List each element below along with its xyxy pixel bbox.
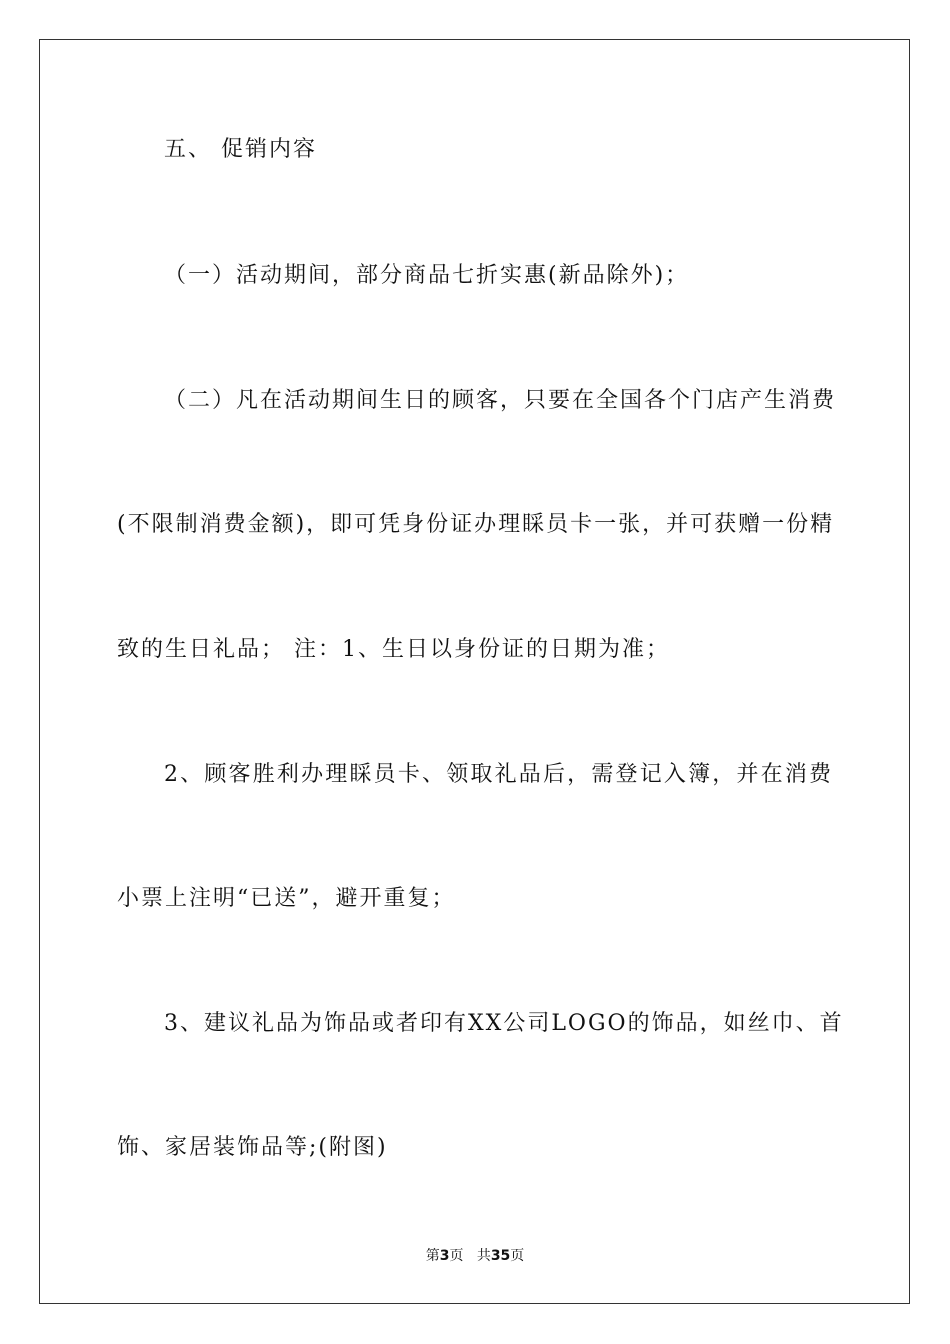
paragraph-line: （二）凡在活动期间生日的顾客，只要在全国各个门店产生消费 — [164, 388, 837, 413]
paragraph-line: 3、建议礼品为饰品或者印有XX公司LOGO的饰品，如丝巾、首 — [164, 1011, 844, 1036]
footer-total-prefix: 共 — [476, 1248, 491, 1264]
paragraph-line: （一）活动期间，部分商品七折实惠(新品除外)； — [164, 263, 690, 288]
footer-total-suffix: 页 — [510, 1248, 525, 1264]
footer-page-suffix: 页 — [449, 1248, 464, 1264]
section-heading: 五、 促销内容 — [164, 137, 317, 162]
footer-total-pages: 35 — [490, 1248, 511, 1264]
paragraph-line: 小票上注明“已送”，避开重复； — [117, 886, 456, 911]
paragraph-line: 致的生日礼品； 注：1、生日以身份证的日期为准； — [117, 637, 670, 662]
paragraph-line: 2、顾客胜利办理睬员卡、领取礼品后，需登记入簿，并在消费 — [164, 762, 833, 787]
page-footer — [0, 1247, 950, 1265]
paragraph-line: 饰、家居装饰品等;(附图) — [117, 1135, 388, 1160]
footer-page-number: 3 — [439, 1248, 450, 1264]
footer-page-prefix: 第 — [425, 1248, 440, 1264]
page-border — [39, 39, 910, 1304]
paragraph-line: (不限制消费金额)，即可凭身份证办理睬员卡一张，并可获赠一份精 — [117, 512, 835, 537]
